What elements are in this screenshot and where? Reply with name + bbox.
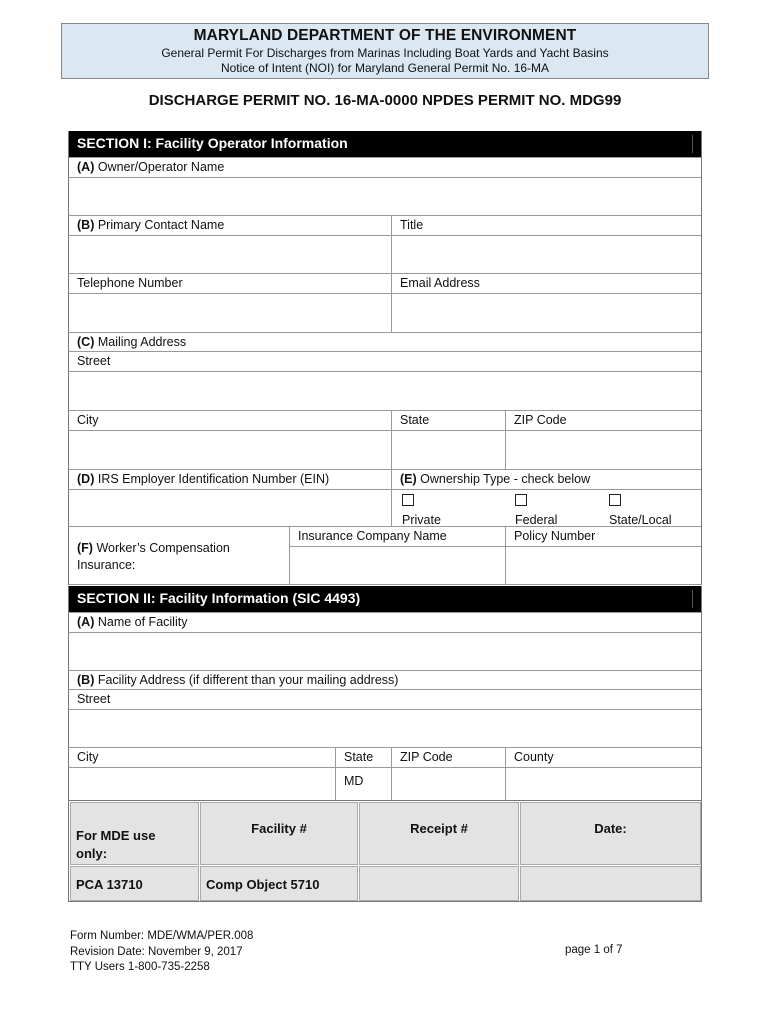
ownership-option-federal[interactable] xyxy=(515,493,557,527)
date-label: Date: xyxy=(594,821,627,836)
state-local-label: State/Local xyxy=(609,513,672,527)
workers-comp-label: (F) Worker’s Compensation Insurance: xyxy=(77,541,230,572)
county-input[interactable] xyxy=(506,767,701,803)
mde-use-label-cell xyxy=(70,802,199,865)
facility-street-row xyxy=(69,690,701,748)
comp-object-value: Comp Object 5710 xyxy=(206,877,320,892)
receipt-number-label: Receipt # xyxy=(410,821,468,836)
section-1-header xyxy=(69,131,701,158)
owner-operator-label: (A) Owner/Operator Name xyxy=(77,160,225,174)
mailing-address-row xyxy=(69,333,701,352)
facility-address-label: (B) Facility Address (if different than your mailing address) xyxy=(77,673,399,687)
page-number: page 1 of 7 xyxy=(565,944,623,956)
city-input[interactable] xyxy=(69,430,391,469)
section-1-title: SECTION I: Facility Operator Information xyxy=(77,135,348,151)
section-2-form xyxy=(68,586,702,803)
section-1-form xyxy=(68,131,702,585)
pca-value: PCA 13710 xyxy=(76,877,143,892)
receipt-number-cell xyxy=(359,802,519,865)
city-label: City xyxy=(77,413,99,427)
facility-zip-label: ZIP Code xyxy=(400,750,453,764)
zip-cell xyxy=(505,411,701,469)
primary-contact-input[interactable] xyxy=(69,235,391,273)
email-label: Email Address xyxy=(400,276,480,290)
county-label: County xyxy=(514,750,554,764)
private-checkbox[interactable] xyxy=(402,494,414,506)
street-input[interactable] xyxy=(69,371,701,410)
primary-contact-row xyxy=(69,216,701,274)
ownership-option-private[interactable] xyxy=(402,493,441,527)
telephone-row xyxy=(69,274,701,333)
telephone-input[interactable] xyxy=(69,293,391,332)
federal-label: Federal xyxy=(515,513,558,527)
facility-zip-cell xyxy=(391,748,505,803)
facility-city-label: City xyxy=(77,750,99,764)
state-local-checkbox[interactable] xyxy=(609,494,621,506)
facility-state-label: State xyxy=(344,750,374,764)
email-cell xyxy=(391,274,701,332)
facility-city-row xyxy=(69,748,701,803)
insurance-company-cell xyxy=(289,527,505,584)
facility-zip-input[interactable] xyxy=(392,767,505,803)
policy-number-label: Policy Number xyxy=(514,529,596,543)
facility-address-row xyxy=(69,671,701,690)
facility-name-label: (A) Name of Facility xyxy=(77,615,188,629)
email-input[interactable] xyxy=(392,293,701,332)
agency-title: MARYLAND DEPARTMENT OF THE ENVIRONMENT xyxy=(193,27,577,44)
facility-number-cell xyxy=(200,802,358,865)
mailing-address-label: (C) Mailing Address xyxy=(77,335,187,349)
mde-use-label: For MDE use only: xyxy=(76,828,156,861)
owner-operator-row xyxy=(69,158,701,216)
insurance-row xyxy=(69,527,701,585)
state-label: State xyxy=(400,413,430,427)
header-box xyxy=(61,23,709,79)
state-cell xyxy=(391,411,505,469)
facility-state-value: MD xyxy=(344,774,364,788)
form-subtitle: General Permit For Discharges from Marinas Including Boat Yards and Yacht Basins xyxy=(161,46,609,60)
private-label: Private xyxy=(402,513,441,527)
federal-checkbox[interactable] xyxy=(515,494,527,506)
revision-date: Revision Date: November 9, 2017 xyxy=(70,945,243,958)
facility-street-input[interactable] xyxy=(69,709,701,747)
owner-operator-input[interactable] xyxy=(69,177,701,215)
ein-input[interactable] xyxy=(69,489,391,526)
permit-title: DISCHARGE PERMIT NO. 16-MA-0000 NPDES PERMIT NO. MDG99 xyxy=(148,92,622,109)
title-cell xyxy=(391,216,701,273)
facility-street-label: Street xyxy=(77,692,111,706)
zip-input[interactable] xyxy=(506,430,701,469)
facility-number-label: Facility # xyxy=(251,821,307,836)
primary-contact-label: (B) Primary Contact Name xyxy=(77,218,225,232)
facility-name-row xyxy=(69,613,701,671)
city-state-zip-row xyxy=(69,411,701,470)
title-input[interactable] xyxy=(392,235,701,273)
county-cell xyxy=(505,748,701,803)
facility-name-input[interactable] xyxy=(69,632,701,670)
ownership-options xyxy=(392,489,701,526)
facility-state-cell xyxy=(335,748,391,803)
insurance-company-label: Insurance Company Name xyxy=(298,529,447,543)
street-row xyxy=(69,352,701,411)
footer xyxy=(70,929,253,976)
ein-ownership-row xyxy=(69,470,701,527)
receipt-value-cell xyxy=(359,866,519,901)
insurance-company-input[interactable] xyxy=(290,546,505,584)
tty-number: TTY Users 1-800-735-2258 xyxy=(70,961,210,973)
street-label: Street xyxy=(77,354,111,368)
pca-cell xyxy=(70,866,199,901)
zip-label: ZIP Code xyxy=(514,413,567,427)
telephone-label: Telephone Number xyxy=(77,276,183,290)
date-cell xyxy=(520,802,701,865)
state-input[interactable] xyxy=(392,430,505,469)
comp-object-cell xyxy=(200,866,358,901)
ownership-label: (E) Ownership Type - check below xyxy=(400,472,591,486)
form-number: Form Number: MDE/WMA/PER.008 xyxy=(70,930,254,942)
policy-number-cell xyxy=(505,527,701,584)
section-2-title: SECTION II: Facility Information (SIC 4493) xyxy=(77,590,361,606)
title-label: Title xyxy=(400,218,424,232)
mde-use-table xyxy=(68,800,702,902)
policy-number-input[interactable] xyxy=(506,546,701,584)
ownership-option-state-local[interactable] xyxy=(609,493,672,527)
facility-state-input[interactable] xyxy=(336,767,391,803)
ein-label: (D) IRS Employer Identification Number (EIN) xyxy=(77,472,330,486)
date-value-cell xyxy=(520,866,701,901)
section-2-header xyxy=(69,586,701,613)
ownership-cell xyxy=(391,470,701,526)
form-subtitle-noi: Notice of Intent (NOI) for Maryland General Permit No. 16-MA xyxy=(220,61,550,75)
facility-city-input[interactable] xyxy=(69,767,335,803)
